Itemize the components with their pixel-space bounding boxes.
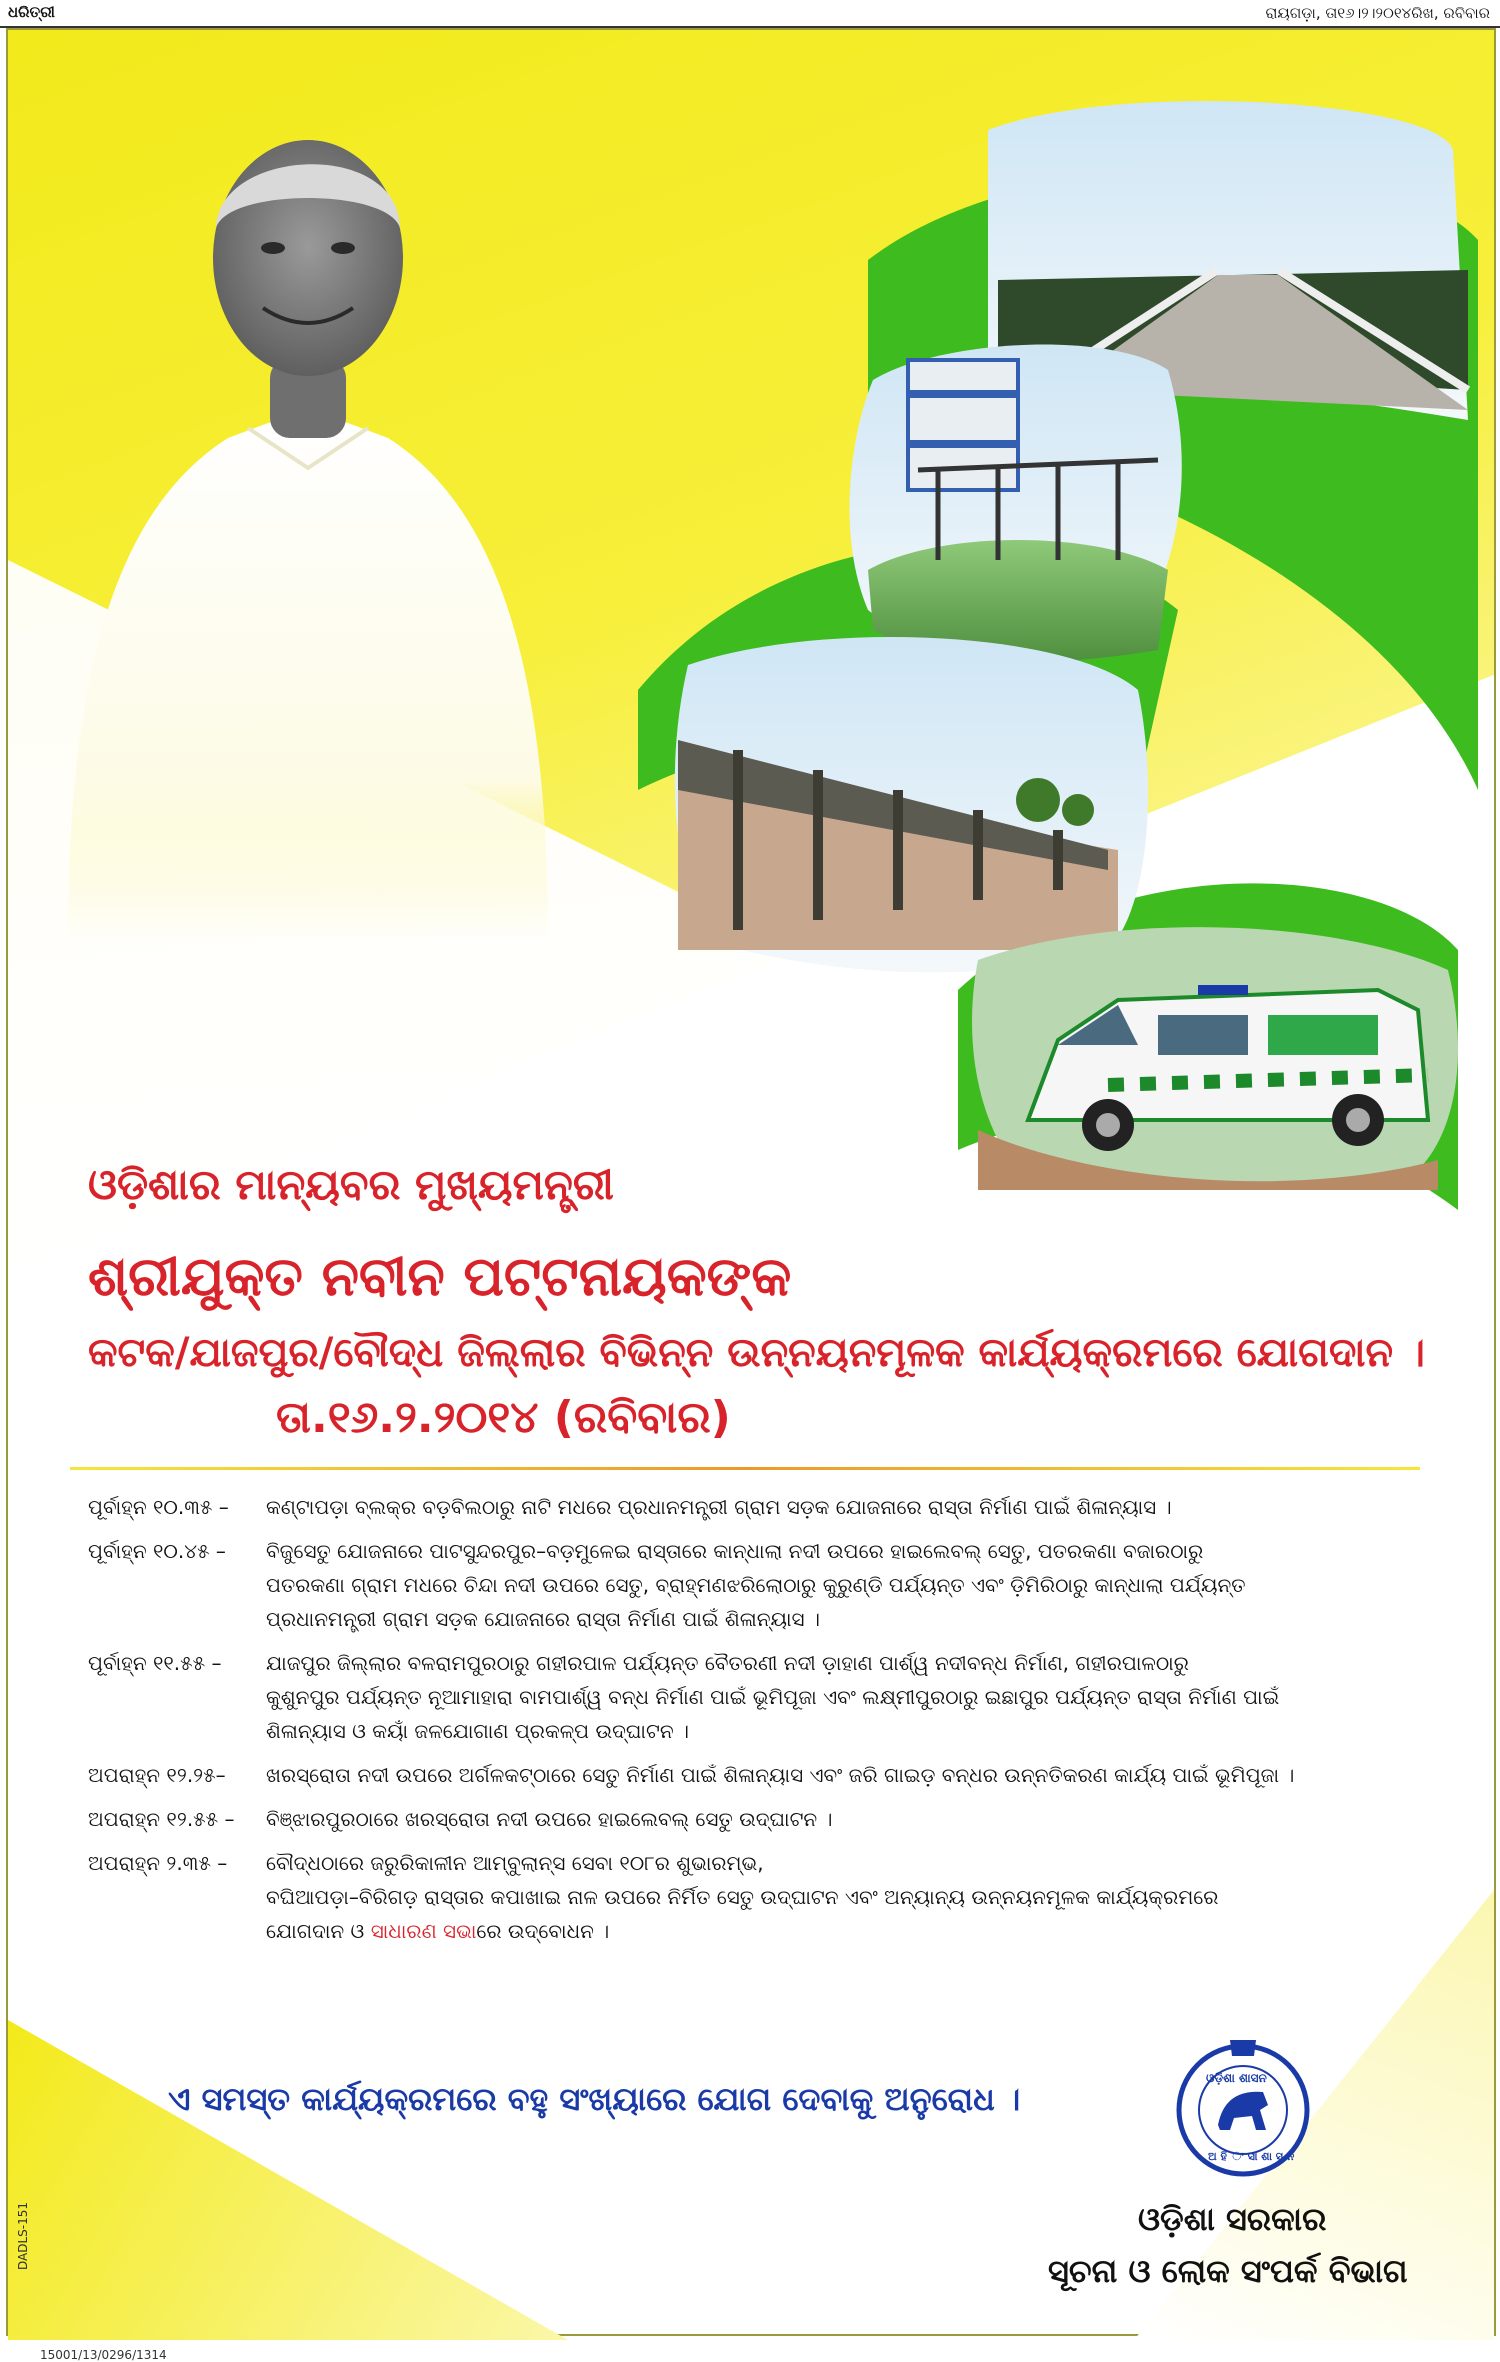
newspaper-name: ଧରିତ୍ରୀ <box>8 3 55 21</box>
schedule-item <box>88 1534 1468 1636</box>
schedule-line: ଖରସ୍ରୋତା ନଦୀ ଉପରେ ଅର୍ଗଳକଟ୍ଠାରେ ସେତୁ ନିର୍ମାଣ ପାଇଁ ଶିଳାନ୍ୟାସ ଏବଂ ଜରି ଗାଇଡ଼ ବନ୍ଧର ଉନ୍ନତିକରଣ କାର୍ଯ୍ୟ ପାଇଁ ଭୂମିପୂଜା । <box>266 1763 1295 1787</box>
schedule-description <box>266 1758 1468 1792</box>
photo-water-plant <box>849 345 1181 662</box>
chief-minister-portrait <box>48 108 568 938</box>
schedule-item <box>88 1846 1468 1948</box>
schedule-line: ବିଞ୍ଝାରପୁରଠାରେ ଖରସ୍ରୋତା ନଦୀ ଉପରେ ହାଇଲେବଲ୍ ସେତୁ ଉଦ୍‌ଘାଟନ । <box>266 1807 833 1831</box>
divider <box>70 1467 1420 1470</box>
dateline: ରାୟଗଡ଼ା, ତା୧୬।୨।୨୦୧୪ରିଖ, ରବିବାର <box>1265 4 1490 22</box>
government-name: ଓଡ଼ିଶା ସରକାର <box>1138 2200 1327 2238</box>
schedule-line: କୁଶୁନପୁର ପର୍ଯ୍ୟନ୍ତ ନୂଆମାହାରା ବାମପାର୍ଶ୍ୱ ବନ୍ଧ ନିର୍ମାଣ ପାଇଁ ଭୂମିପୂଜା ଏବଂ ଲକ୍ଷ୍ମୀପୁରଠାରୁ ଇଛାପୁର ପର୍ଯ୍ୟନ୍ତ ରାସ୍ତା ନିର୍ମାଣ ପାଇଁ <box>266 1685 1280 1709</box>
yellow-corner-bottom-left <box>8 2020 568 2340</box>
appeal-text: ଏ ସମସ୍ତ କାର୍ଯ୍ୟକ୍ରମରେ ବହୁ ସଂଖ୍ୟାରେ ଯୋଗ ଦେବାକୁ ଅନୁରୋଧ । <box>168 2080 1021 2118</box>
schedule-text: ଯୋଗଦାନ ଓ <box>266 1919 371 1943</box>
schedule-time: ଅପରାହ୍ନ ୧୨.୨୫– <box>88 1763 226 1787</box>
schedule-time: ଅପରାହ୍ନ ୧୨.୫୫ – <box>88 1807 235 1831</box>
schedule-item <box>88 1490 1468 1524</box>
headline-name: ଶ୍ରୀଯୁକ୍ତ ନବୀନ ପଟ୍ଟନାୟକଙ୍କ <box>88 1245 792 1308</box>
schedule-item <box>88 1802 1468 1836</box>
schedule-time: ପୂର୍ବାହ୍ନ ୧୦.୩୫ – <box>88 1495 229 1519</box>
department-name: ସୂଚନା ଓ ଲୋକ ସଂପର୍କ ବିଭାଗ <box>1048 2252 1408 2290</box>
schedule-line: ପ୍ରଧାନମନ୍ତ୍ରୀ ଗ୍ରାମ ସଡ଼କ ଯୋଜନାରେ ରାସ୍ତା ନିର୍ମାଣ ପାଇଁ ଶିଳାନ୍ୟାସ । <box>266 1607 820 1631</box>
schedule-line: ପତରକଣା ଗ୍ରାମ ମଧରେ ଚିନ୍ଦା ନଦୀ ଉପରେ ସେତୁ, ବ୍ରାହ୍ମଣଝରିଲୋଠାରୁ କୁରୁଣ୍ଡି ପର୍ଯ୍ୟନ୍ତ ଏବଂ ଡ଼ିମିରିଠାରୁ କାନ୍ଧାଲା ପର୍ଯ୍ୟନ୍ତ <box>266 1573 1246 1597</box>
schedule-description <box>266 1646 1468 1748</box>
schedule-description <box>266 1534 1468 1636</box>
schedule-line: କଣ୍ଟାପଡ଼ା ବ୍ଲକ୍‌ର ବଡ଼ବିଲଠାରୁ ନାଟି ମଧରେ ପ୍ରଧାନମନ୍ତ୍ରୀ ଗ୍ରାମ ସଡ଼କ ଯୋଜନାରେ ରାସ୍ତା ନିର୍ମାଣ ପାଇଁ ଶିଳାନ୍ୟାସ । <box>266 1495 1172 1519</box>
advertisement <box>6 28 1496 2362</box>
headline-title: ଓଡ଼ିଶାର ମାନ୍ୟବର ମୁଖ୍ୟମନ୍ତ୍ରୀ <box>88 1160 614 1209</box>
schedule-description <box>266 1802 1468 1836</box>
schedule-time: ପୂର୍ବାହ୍ନ ୧୦.୪୫ – <box>88 1539 226 1563</box>
photo-collage <box>638 90 1478 1230</box>
schedule-list <box>88 1490 1468 1958</box>
headline-date: ତା.୧୬.୨.୨୦୧୪ (ରବିବାର) <box>276 1392 731 1443</box>
schedule-line-last <box>266 1914 1468 1948</box>
odisha-govt-emblem-icon <box>1168 2030 1318 2180</box>
photo-ambulance <box>972 927 1458 1190</box>
public-meeting-highlight: ସାଧାରଣ ସଭା <box>370 1919 477 1943</box>
side-code: DADLS-151 <box>16 2201 30 2270</box>
photo-river-bridge <box>675 637 1148 972</box>
schedule-description <box>266 1846 1468 1948</box>
schedule-time: ଅପରାହ୍ନ ୨.୩୫ – <box>88 1851 228 1875</box>
schedule-line: ବୌଦ୍ଧଠାରେ ଜରୁରିକାଳୀନ ଆମ୍ବୁଲାନ୍ସ ସେବା ୧୦୮ର ଶୁଭାରମ୍ଭ, <box>266 1851 764 1875</box>
release-code: 15001/13/0296/1314 <box>40 2348 167 2362</box>
schedule-line: ବଘିଆପଡ଼ା–ବିରିଗଡ଼ ରାସ୍ତାର କପାଖାଇ ନାଳ ଉପରେ ନିର୍ମିତ ସେତୁ ଉଦ୍‌ଘାଟନ ଏବଂ ଅନ୍ୟାନ୍ୟ ଉନ୍ନୟନମୂଳକ କାର୍ଯ୍ୟକ୍ରମରେ <box>266 1885 1219 1909</box>
schedule-line: ଯାଜପୁର ଜିଲ୍ଲାର ବଳରାମପୁରଠାରୁ ଗହୀରପାଳ ପର୍ଯ୍ୟନ୍ତ ବୈତରଣୀ ନଦୀ ଡ଼ାହାଣ ପାର୍ଶ୍ୱ ନଦୀବନ୍ଧ ନିର୍ମାଣ, ଗହୀରପାଳଠାରୁ <box>266 1651 1189 1675</box>
emblem-bottom-text: ଅ ହି ଂ ସା ଶା ସ ନ <box>1208 2150 1295 2163</box>
newspaper-strip <box>0 0 1500 28</box>
schedule-description <box>266 1490 1468 1524</box>
emblem-top-text: ଓଡ଼ିଶା ଶାସନ <box>1206 2071 1267 2085</box>
schedule-line: ବିଜୁସେତୁ ଯୋଜନାରେ ପାଟସୁନ୍ଦରପୁର–ବଡ଼ମୁଳେଇ ରାସ୍ତାରେ କାନ୍ଧାଲା ନଦୀ ଉପରେ ହାଇଲେବଲ୍ ସେତୁ, ପତରକଣା ବଜାରଠାରୁ <box>266 1539 1204 1563</box>
schedule-item <box>88 1646 1468 1748</box>
headline-subject: କଟକ/ଯାଜପୁର/ବୌଦ୍ଧ ଜିଲ୍ଲାର ବିଭିନ୍ନ ଉନ୍ନୟନମୂଳକ କାର୍ଯ୍ୟକ୍ରମରେ ଯୋଗଦାନ । <box>88 1330 1425 1376</box>
schedule-item <box>88 1758 1468 1792</box>
schedule-line: ଶିଳାନ୍ୟାସ ଓ କୟାଁ ଜଳଯୋଗାଣ ପ୍ରକଳ୍ପ ଉଦ୍‌ଘାଟନ । <box>266 1719 689 1743</box>
schedule-time: ପୂର୍ବାହ୍ନ ୧୧.୫୫ – <box>88 1651 222 1675</box>
schedule-text: ରେ ଉଦ୍‌ବୋଧନ । <box>476 1919 610 1943</box>
